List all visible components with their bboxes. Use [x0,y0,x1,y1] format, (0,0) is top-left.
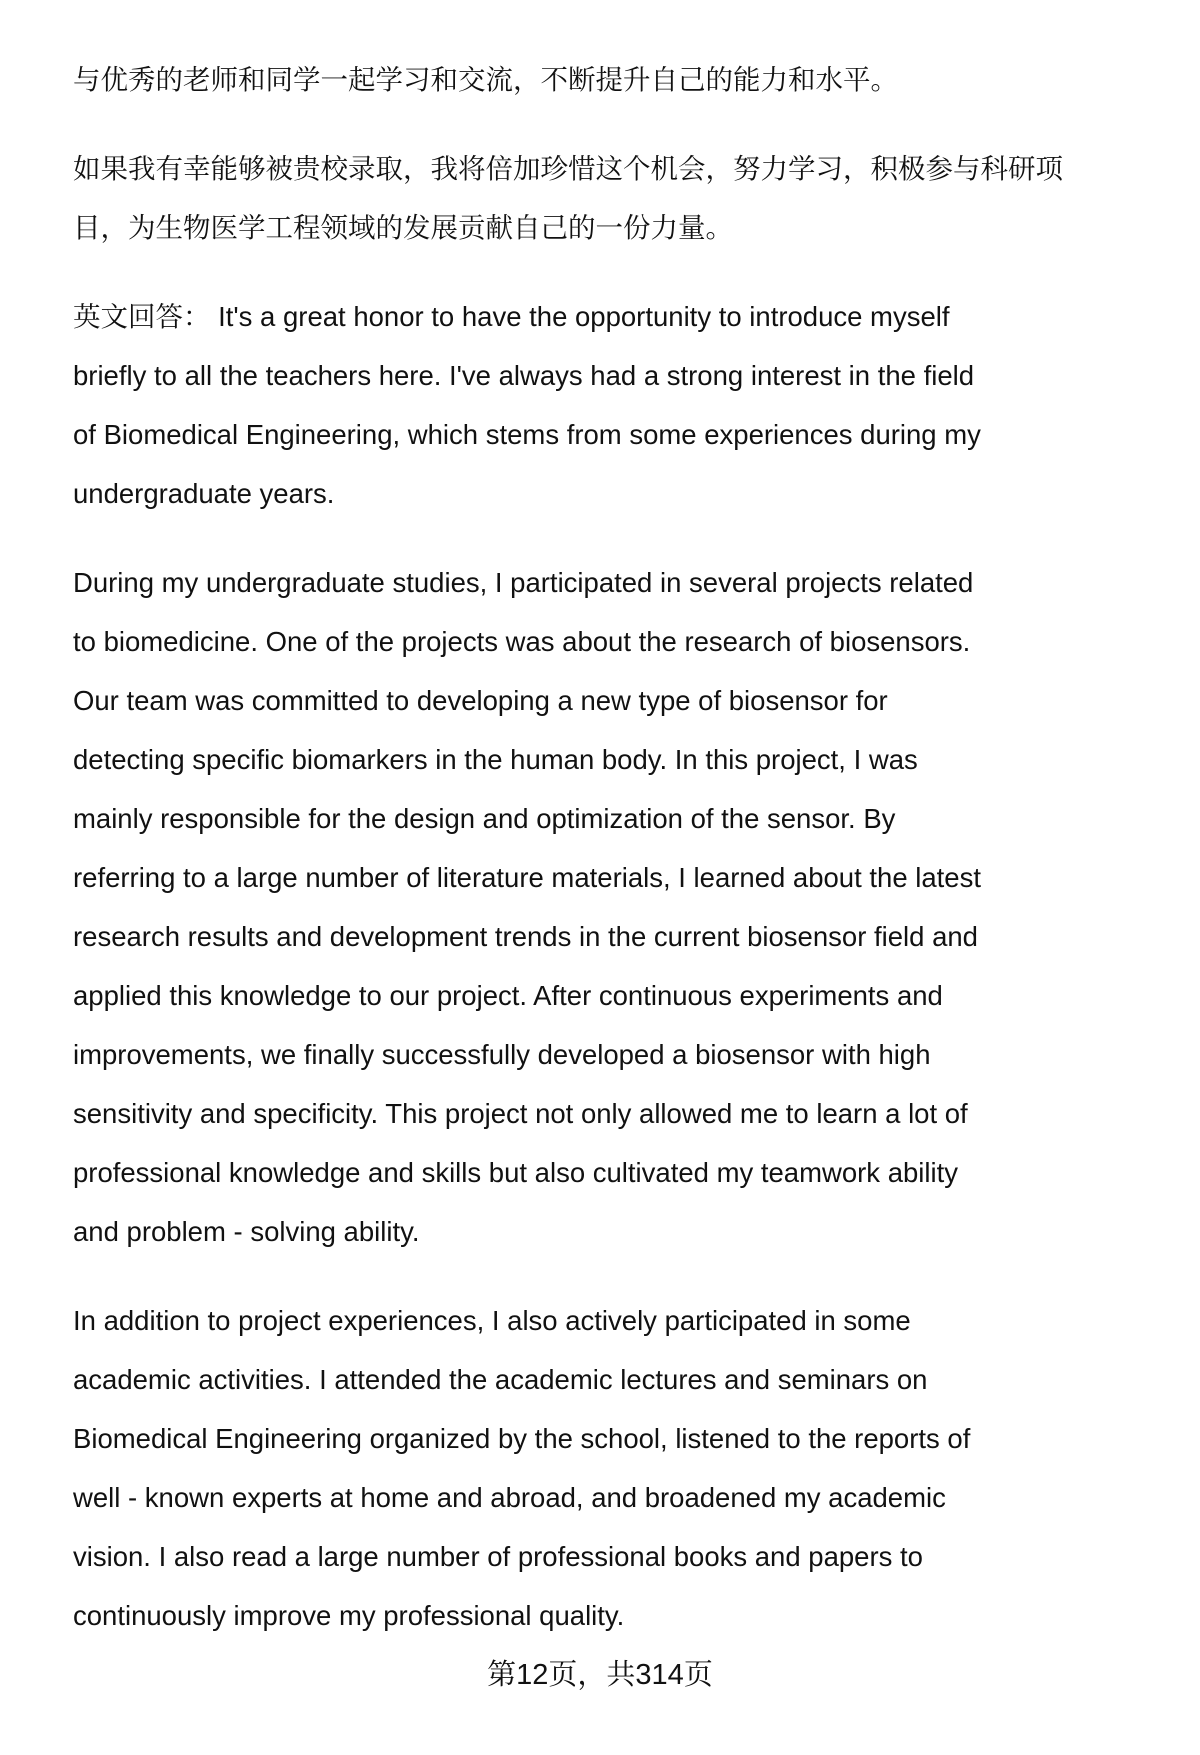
document-body [73,50,1153,1675]
text-line: Our team was committed to developing a new type of biosensor for [73,685,888,716]
text-line: detecting specific biomarkers in the human body. In this project, I was [73,744,918,775]
text-line: mainly responsible for the design and optimization of the sensor. By [73,803,896,834]
paragraph [73,50,1153,109]
text-line: and problem - solving ability. [73,1216,420,1247]
text-line: research results and development trends in the current biosensor field and [73,921,978,952]
paragraph [73,553,1153,1261]
text-line: In addition to project experiences, I also actively participated in some [73,1305,911,1336]
text-line: to biomedicine. One of the projects was about the research of biosensors. [73,626,971,657]
page-number: 第12页，共314页 [487,1659,713,1691]
text-line: vision. I also read a large number of professional books and papers to [73,1541,923,1572]
text-line: 如果我有幸能够被贵校录取，我将倍加珍惜这个机会，努力学习，积极参与科研项 [73,153,1063,184]
text-line: 与优秀的老师和同学一起学习和交流，不断提升自己的能力和水平。 [73,64,898,95]
paragraph [73,1291,1153,1645]
text-line: continuously improve my professional quality. [73,1600,625,1631]
text-line: undergraduate years. [73,478,335,509]
text-line: 目，为生物医学工程领域的发展贡献自己的一份力量。 [73,212,733,243]
text-line: improvements, we finally successfully developed a biosensor with high [73,1039,931,1070]
text-line: 英文回答： It's a great honor to have the opportunity to introduce myself [73,301,950,332]
text-line: well - known experts at home and abroad, and broadened my academic [73,1482,946,1513]
paragraph [73,287,1153,523]
text-line: professional knowledge and skills but also cultivated my teamwork ability [73,1157,959,1188]
text-line: applied this knowledge to our project. After continuous experiments and [73,980,943,1011]
paragraph [73,139,1153,257]
text-line: of Biomedical Engineering, which stems from some experiences during my [73,419,981,450]
text-line: Biomedical Engineering organized by the school, listened to the reports of [73,1423,971,1454]
text-line: referring to a large number of literature materials, I learned about the latest [73,862,981,893]
text-line: briefly to all the teachers here. I've always had a strong interest in the field [73,360,975,391]
text-line: academic activities. I attended the academic lectures and seminars on [73,1364,928,1395]
text-line: sensitivity and specificity. This project not only allowed me to learn a lot of [73,1098,968,1129]
text-line: During my undergraduate studies, I participated in several projects related [73,567,974,598]
